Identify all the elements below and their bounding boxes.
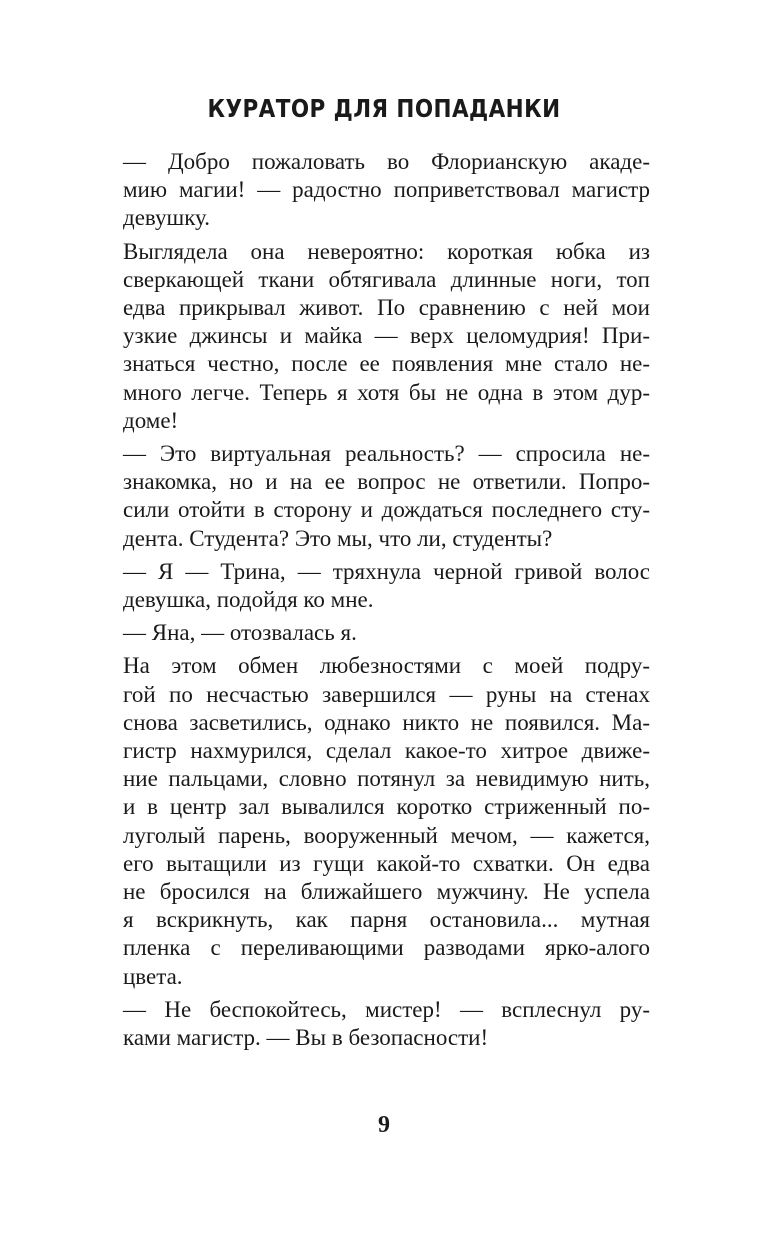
text-line: цвета. — [123, 963, 183, 989]
paragraph-3 — [123, 440, 650, 553]
text-line: знаться честно, после ее появления мне стало не- — [123, 351, 650, 377]
text-line: не бросился на ближайшего мужчину. Не успела — [123, 879, 650, 905]
text-line: едва прикрывал живот. По сравнению с ней мои — [123, 295, 650, 321]
text-line: его вытащили из гущи какой-то схватки. Он едва — [123, 850, 650, 876]
text-line: гой по несчастью завершился — руны на стенах — [123, 681, 650, 707]
paragraph-4 — [123, 558, 650, 614]
paragraph-1 — [123, 148, 650, 233]
text-line: и в центр зал вывалился коротко стриженный по- — [123, 794, 650, 820]
text-line: — Не беспокойтесь, мистер! — всплеснул ру- — [123, 996, 650, 1022]
running-head: КУРАТОР ДЛЯ ПОПАДАНКИ — [207, 94, 561, 123]
text-line: — Добро пожаловать во Флорианскую акаде- — [123, 149, 650, 174]
text-line: — Это виртуальная реальность? — спросила не- — [123, 441, 650, 467]
text-line: девушку. — [123, 205, 210, 231]
text-line: гистр нахмурился, сделал какое-то хитрое движе- — [123, 738, 650, 764]
text-line: пленка с переливающими разводами ярко-алого — [123, 935, 650, 961]
text-line: ками магистр. — Вы в безопасности! — [123, 1025, 489, 1051]
paragraph-6 — [123, 652, 650, 990]
text-line: девушка, подойдя ко мне. — [123, 587, 374, 613]
text-line: доме! — [123, 407, 179, 433]
text-line: знакомка, но и на ее вопрос не ответили. Попро- — [123, 469, 650, 495]
text-line: Выглядела она невероятно: короткая юбка из — [123, 238, 650, 264]
text-line: узкие джинсы и майка — верх целомудрия! При- — [123, 323, 650, 349]
text-line: ние пальцами, словно потянул за невидимую нить, — [123, 766, 650, 792]
text-line: луголый парень, вооруженный мечом, — кажется, — [123, 822, 650, 848]
paragraph-2 — [123, 238, 650, 435]
text-line: — Я — Трина, — тряхнула черной гривой волос — [123, 558, 650, 584]
body-text — [123, 148, 650, 1057]
text-line: много легче. Теперь я хотя бы не одна в этом дур- — [123, 379, 650, 405]
text-line: — Яна, — отозвалась я. — [123, 620, 357, 646]
text-line: дента. Студента? Это мы, что ли, студенты? — [123, 525, 553, 551]
text-line: сверкающей ткани обтягивала длинные ноги, топ — [123, 266, 650, 292]
text-line: мию магии! — радостно поприветствовал магистр — [123, 177, 650, 203]
text-line: я вскрикнуть, как парня остановила... мутная — [123, 907, 650, 933]
page-number: 9 — [378, 1112, 390, 1138]
paragraph-5 — [123, 619, 650, 647]
text-line: снова засветились, однако никто не появился. Ма- — [123, 709, 650, 735]
paragraph-7 — [123, 996, 650, 1052]
text-line: На этом обмен любезностями с моей подру- — [123, 653, 650, 679]
text-line: сили отойти в сторону и дождаться последнего сту- — [123, 497, 650, 523]
